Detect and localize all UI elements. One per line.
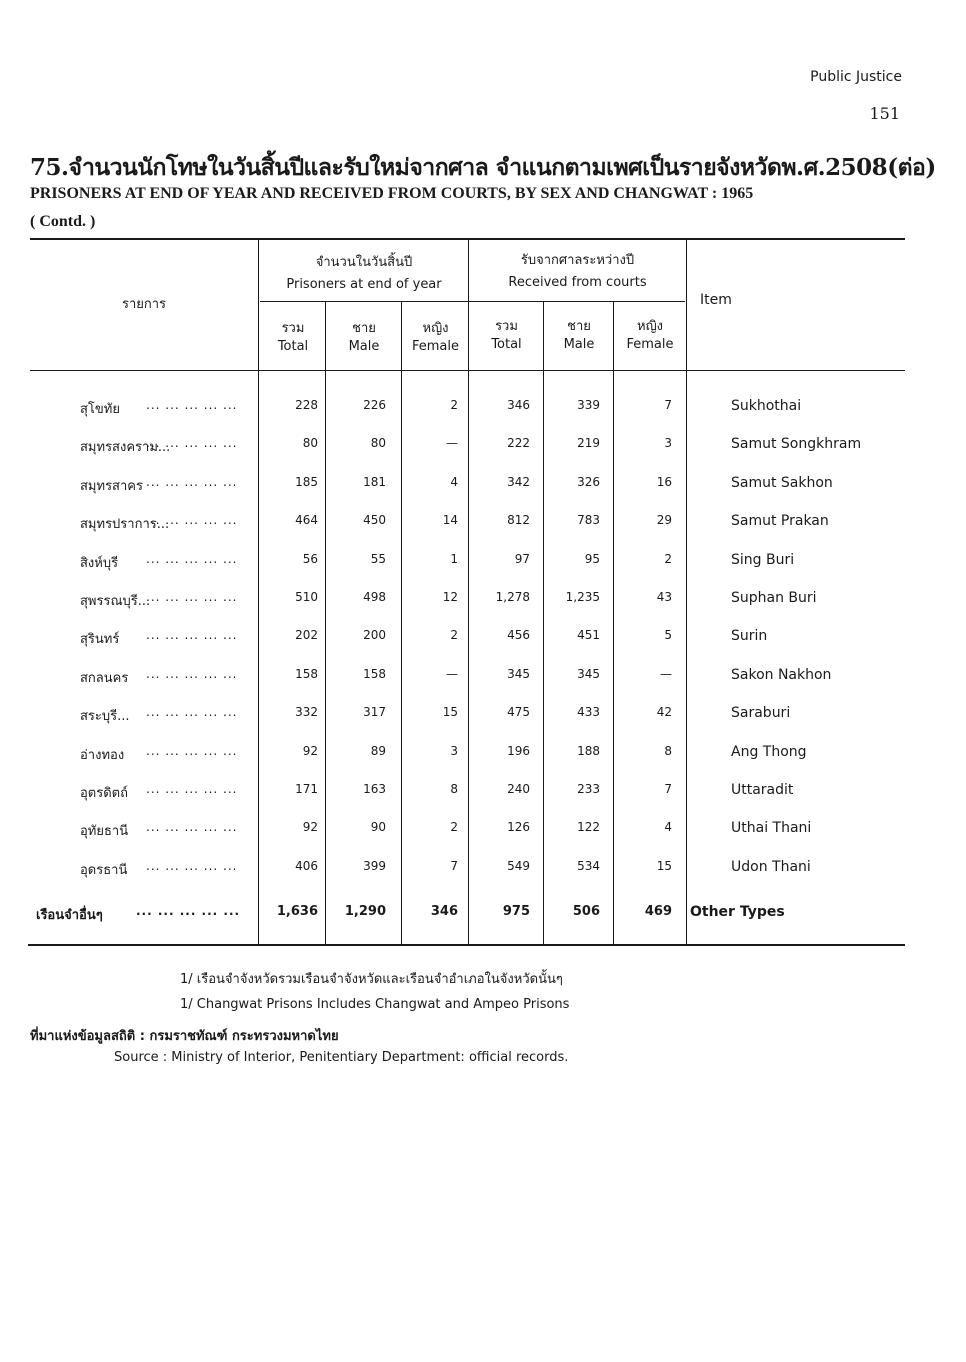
row-value: 464: [295, 513, 318, 527]
subheader-en: Male: [563, 337, 595, 352]
subheader-en: Total: [277, 339, 309, 354]
row-value: 95: [584, 552, 600, 566]
row-value: 8: [664, 744, 672, 758]
row-value: 549: [507, 859, 530, 873]
row-item-thai: อุตรดิตถ์: [80, 786, 128, 801]
row-item-en: Other Types: [690, 904, 785, 920]
row-value: 14: [442, 513, 458, 527]
row-value: 226: [363, 398, 386, 412]
subheader-male: [544, 318, 614, 354]
row-item-en: Saraburi: [731, 705, 791, 721]
row-value: 456: [507, 628, 530, 642]
row-value: 406: [295, 859, 318, 873]
header-group-rule: [260, 301, 685, 302]
section-header: Public Justice: [810, 69, 902, 85]
row-item-en: Udon Thani: [731, 859, 811, 875]
row-value: 1,235: [565, 590, 600, 604]
row-value: 122: [577, 820, 600, 834]
row-value: —: [446, 667, 458, 681]
subheader-total: [260, 320, 326, 356]
row-leader-dots: ... ... ... ... ...: [146, 744, 238, 758]
row-value: 317: [363, 705, 386, 719]
row-value: 498: [363, 590, 386, 604]
subheader-thai: รวม: [281, 321, 305, 336]
subheader-thai: ชาย: [352, 321, 376, 336]
row-leader-dots: ... ... ... ... ...: [146, 820, 238, 834]
row-value: 4: [450, 475, 458, 489]
row-value: 15: [656, 859, 672, 873]
row-value: —: [446, 436, 458, 450]
row-value: 12: [442, 590, 458, 604]
row-item-thai: สุรินทร์: [80, 632, 120, 647]
row-value: 433: [577, 705, 600, 719]
table-row: [0, 820, 966, 840]
subheader-thai: รวม: [495, 319, 518, 334]
row-value: 219: [577, 436, 600, 450]
row-value: 345: [507, 667, 530, 681]
row-value: 332: [295, 705, 318, 719]
subheader-thai: หญิง: [422, 321, 449, 336]
title-contd: ( Contd. ): [30, 213, 96, 230]
row-value: 7: [664, 398, 672, 412]
row-value: 196: [507, 744, 530, 758]
row-leader-dots: ... ... ... ... ...: [146, 782, 238, 796]
row-value: 510: [295, 590, 318, 604]
row-value: 90: [370, 820, 386, 834]
table-row-other-types: [0, 904, 966, 924]
row-leader-dots: ... ... ... ... ...: [146, 513, 238, 527]
row-value: 2: [450, 398, 458, 412]
row-value: 2: [450, 820, 458, 834]
subheader-en: Female: [626, 337, 674, 352]
row-value: 80: [302, 436, 318, 450]
row-value: 126: [507, 820, 530, 834]
header-group2-en: Received from courts: [508, 275, 647, 290]
row-value: 4: [664, 820, 672, 834]
row-value: 92: [302, 744, 318, 758]
row-leader-dots: ... ... ... ... ...: [146, 667, 238, 681]
row-item-en: Ang Thong: [731, 744, 807, 760]
row-value: 29: [656, 513, 672, 527]
row-value: 185: [295, 475, 318, 489]
row-value: 342: [507, 475, 530, 489]
table-row: [0, 859, 966, 879]
row-value: 158: [295, 667, 318, 681]
row-item-thai: สมุทรสงคราม...: [80, 440, 171, 455]
footnote-thai: 1/ เรือนจำจังหวัดรวมเรือนจำจังหวัดและเรือนจำอำเภอในจังหวัดนั้นๆ: [180, 972, 563, 987]
source-en: Source : Ministry of Interior, Penitentiary Department: official records.: [114, 1050, 569, 1065]
row-value: 55: [370, 552, 386, 566]
row-item-thai: สระบุรี...: [80, 709, 130, 724]
table-row: [0, 628, 966, 648]
row-value: 222: [507, 436, 530, 450]
row-value: 163: [363, 782, 386, 796]
row-value: 346: [430, 904, 458, 919]
row-value: 15: [442, 705, 458, 719]
row-item-en: Suphan Buri: [731, 590, 817, 606]
row-value: 346: [507, 398, 530, 412]
row-value: 534: [577, 859, 600, 873]
row-value: 1,290: [344, 904, 386, 919]
row-value: 339: [577, 398, 600, 412]
subheader-en: Total: [491, 337, 522, 352]
table-bottom-rule: [28, 944, 905, 946]
row-value: 240: [507, 782, 530, 796]
row-value: 43: [656, 590, 672, 604]
table-row: [0, 436, 966, 456]
row-item-thai: เรือนจำอื่นๆ: [36, 908, 103, 923]
row-item-en: Samut Sakhon: [731, 475, 833, 491]
row-value: 450: [363, 513, 386, 527]
row-item-thai: สิงห์บุรี: [80, 556, 119, 571]
row-item-thai: สมุทรสาคร: [80, 479, 143, 494]
row-value: 3: [450, 744, 458, 758]
row-leader-dots: ... ... ... ... ...: [146, 552, 238, 566]
header-item-en: Item: [700, 292, 732, 308]
row-value: 92: [302, 820, 318, 834]
title-thai: 75.จำนวนนักโทษในวันสิ้นปีและรับใหม่จากศาล จำแนกตามเพศเป็นรายจังหวัดพ.ศ.2508(ต่อ): [30, 154, 936, 181]
row-item-en: Sing Buri: [731, 552, 795, 568]
row-value: 5: [664, 628, 672, 642]
row-value: 451: [577, 628, 600, 642]
row-item-thai: สุพรรณบุรี...: [80, 594, 151, 609]
row-item-en: Uthai Thani: [731, 820, 812, 836]
row-value: 2: [664, 552, 672, 566]
row-value: 228: [295, 398, 318, 412]
row-leader-dots: ... ... ... ... ...: [136, 904, 241, 918]
row-value: 506: [572, 904, 600, 919]
row-leader-dots: ... ... ... ... ...: [146, 398, 238, 412]
row-value: 1,636: [276, 904, 318, 919]
source-thai: ที่มาแห่งข้อมูลสถิติ : กรมราชทัณฑ์ กระทรวงมหาดไทย: [30, 1029, 339, 1044]
row-item-thai: อ่างทอง: [80, 748, 125, 763]
row-item-thai: สุโขทัย: [80, 402, 120, 417]
row-item-en: Sukhothai: [731, 398, 802, 414]
row-value: 80: [370, 436, 386, 450]
row-value: 158: [363, 667, 386, 681]
table-row: [0, 744, 966, 764]
row-value: 56: [302, 552, 318, 566]
table-row: [0, 513, 966, 533]
row-value: 2: [450, 628, 458, 642]
row-value: 200: [363, 628, 386, 642]
row-value: 171: [295, 782, 318, 796]
row-value: 97: [514, 552, 530, 566]
subheader-en: Female: [411, 339, 459, 354]
row-item-en: Samut Prakan: [731, 513, 829, 529]
row-value: 783: [577, 513, 600, 527]
subheader-female: [402, 320, 469, 356]
row-item-en: Surin: [731, 628, 768, 644]
row-value: 812: [507, 513, 530, 527]
row-leader-dots: ... ... ... ... ...: [146, 628, 238, 642]
table-row: [0, 475, 966, 495]
table-row: [0, 552, 966, 572]
header-group2-thai: รับจากศาลระหว่างปี: [520, 253, 635, 268]
row-value: 1,278: [495, 590, 530, 604]
row-value: 16: [656, 475, 672, 489]
subheader-total: [469, 318, 544, 354]
subheader-en: Male: [348, 339, 380, 354]
header-item-thai: รายการ: [121, 297, 167, 312]
row-value: 975: [502, 904, 530, 919]
row-value: 7: [664, 782, 672, 796]
footnote-en: 1/ Changwat Prisons Includes Changwat and Ampeo Prisons: [180, 997, 570, 1012]
subheader-female: [614, 318, 686, 354]
header-group1-thai: จำนวนในวันสิ้นปี: [315, 255, 413, 270]
row-leader-dots: ... ... ... ... ...: [146, 436, 238, 450]
row-value: 1: [450, 552, 458, 566]
row-value: 89: [370, 744, 386, 758]
page-number: 151: [869, 104, 900, 123]
row-value: 7: [450, 859, 458, 873]
row-leader-dots: ... ... ... ... ...: [146, 475, 238, 489]
title-english: PRISONERS AT END OF YEAR AND RECEIVED FROM COURTS, BY SEX AND CHANGWAT : 1965: [30, 185, 754, 202]
row-value: 345: [577, 667, 600, 681]
row-item-thai: สมุทรปราการ...: [80, 517, 170, 532]
row-value: 8: [450, 782, 458, 796]
row-value: 42: [656, 705, 672, 719]
row-value: 233: [577, 782, 600, 796]
row-value: 475: [507, 705, 530, 719]
row-leader-dots: ... ... ... ... ...: [146, 859, 238, 873]
table-row: [0, 705, 966, 725]
row-item-thai: สกลนคร: [80, 671, 129, 686]
table-row: [0, 782, 966, 802]
row-value: 202: [295, 628, 318, 642]
table-row: [0, 667, 966, 687]
row-value: 3: [664, 436, 672, 450]
row-value: —: [660, 667, 672, 681]
row-value: 188: [577, 744, 600, 758]
row-item-en: Sakon Nakhon: [731, 667, 832, 683]
row-item-en: Uttaradit: [731, 782, 794, 798]
subheader-thai: หญิง: [637, 319, 663, 334]
row-item-thai: อุทัยธานี: [80, 824, 129, 839]
subheader-male: [326, 320, 402, 356]
table-row: [0, 398, 966, 418]
header-group1-en: Prisoners at end of year: [286, 277, 442, 292]
row-item-thai: อุดรธานี: [80, 863, 128, 878]
subheader-thai: ชาย: [567, 319, 591, 334]
row-leader-dots: ... ... ... ... ...: [146, 590, 238, 604]
row-value: 181: [363, 475, 386, 489]
row-value: 326: [577, 475, 600, 489]
row-value: 399: [363, 859, 386, 873]
row-value: 469: [644, 904, 672, 919]
row-leader-dots: ... ... ... ... ...: [146, 705, 238, 719]
row-item-en: Samut Songkhram: [731, 436, 862, 452]
table-row: [0, 590, 966, 610]
